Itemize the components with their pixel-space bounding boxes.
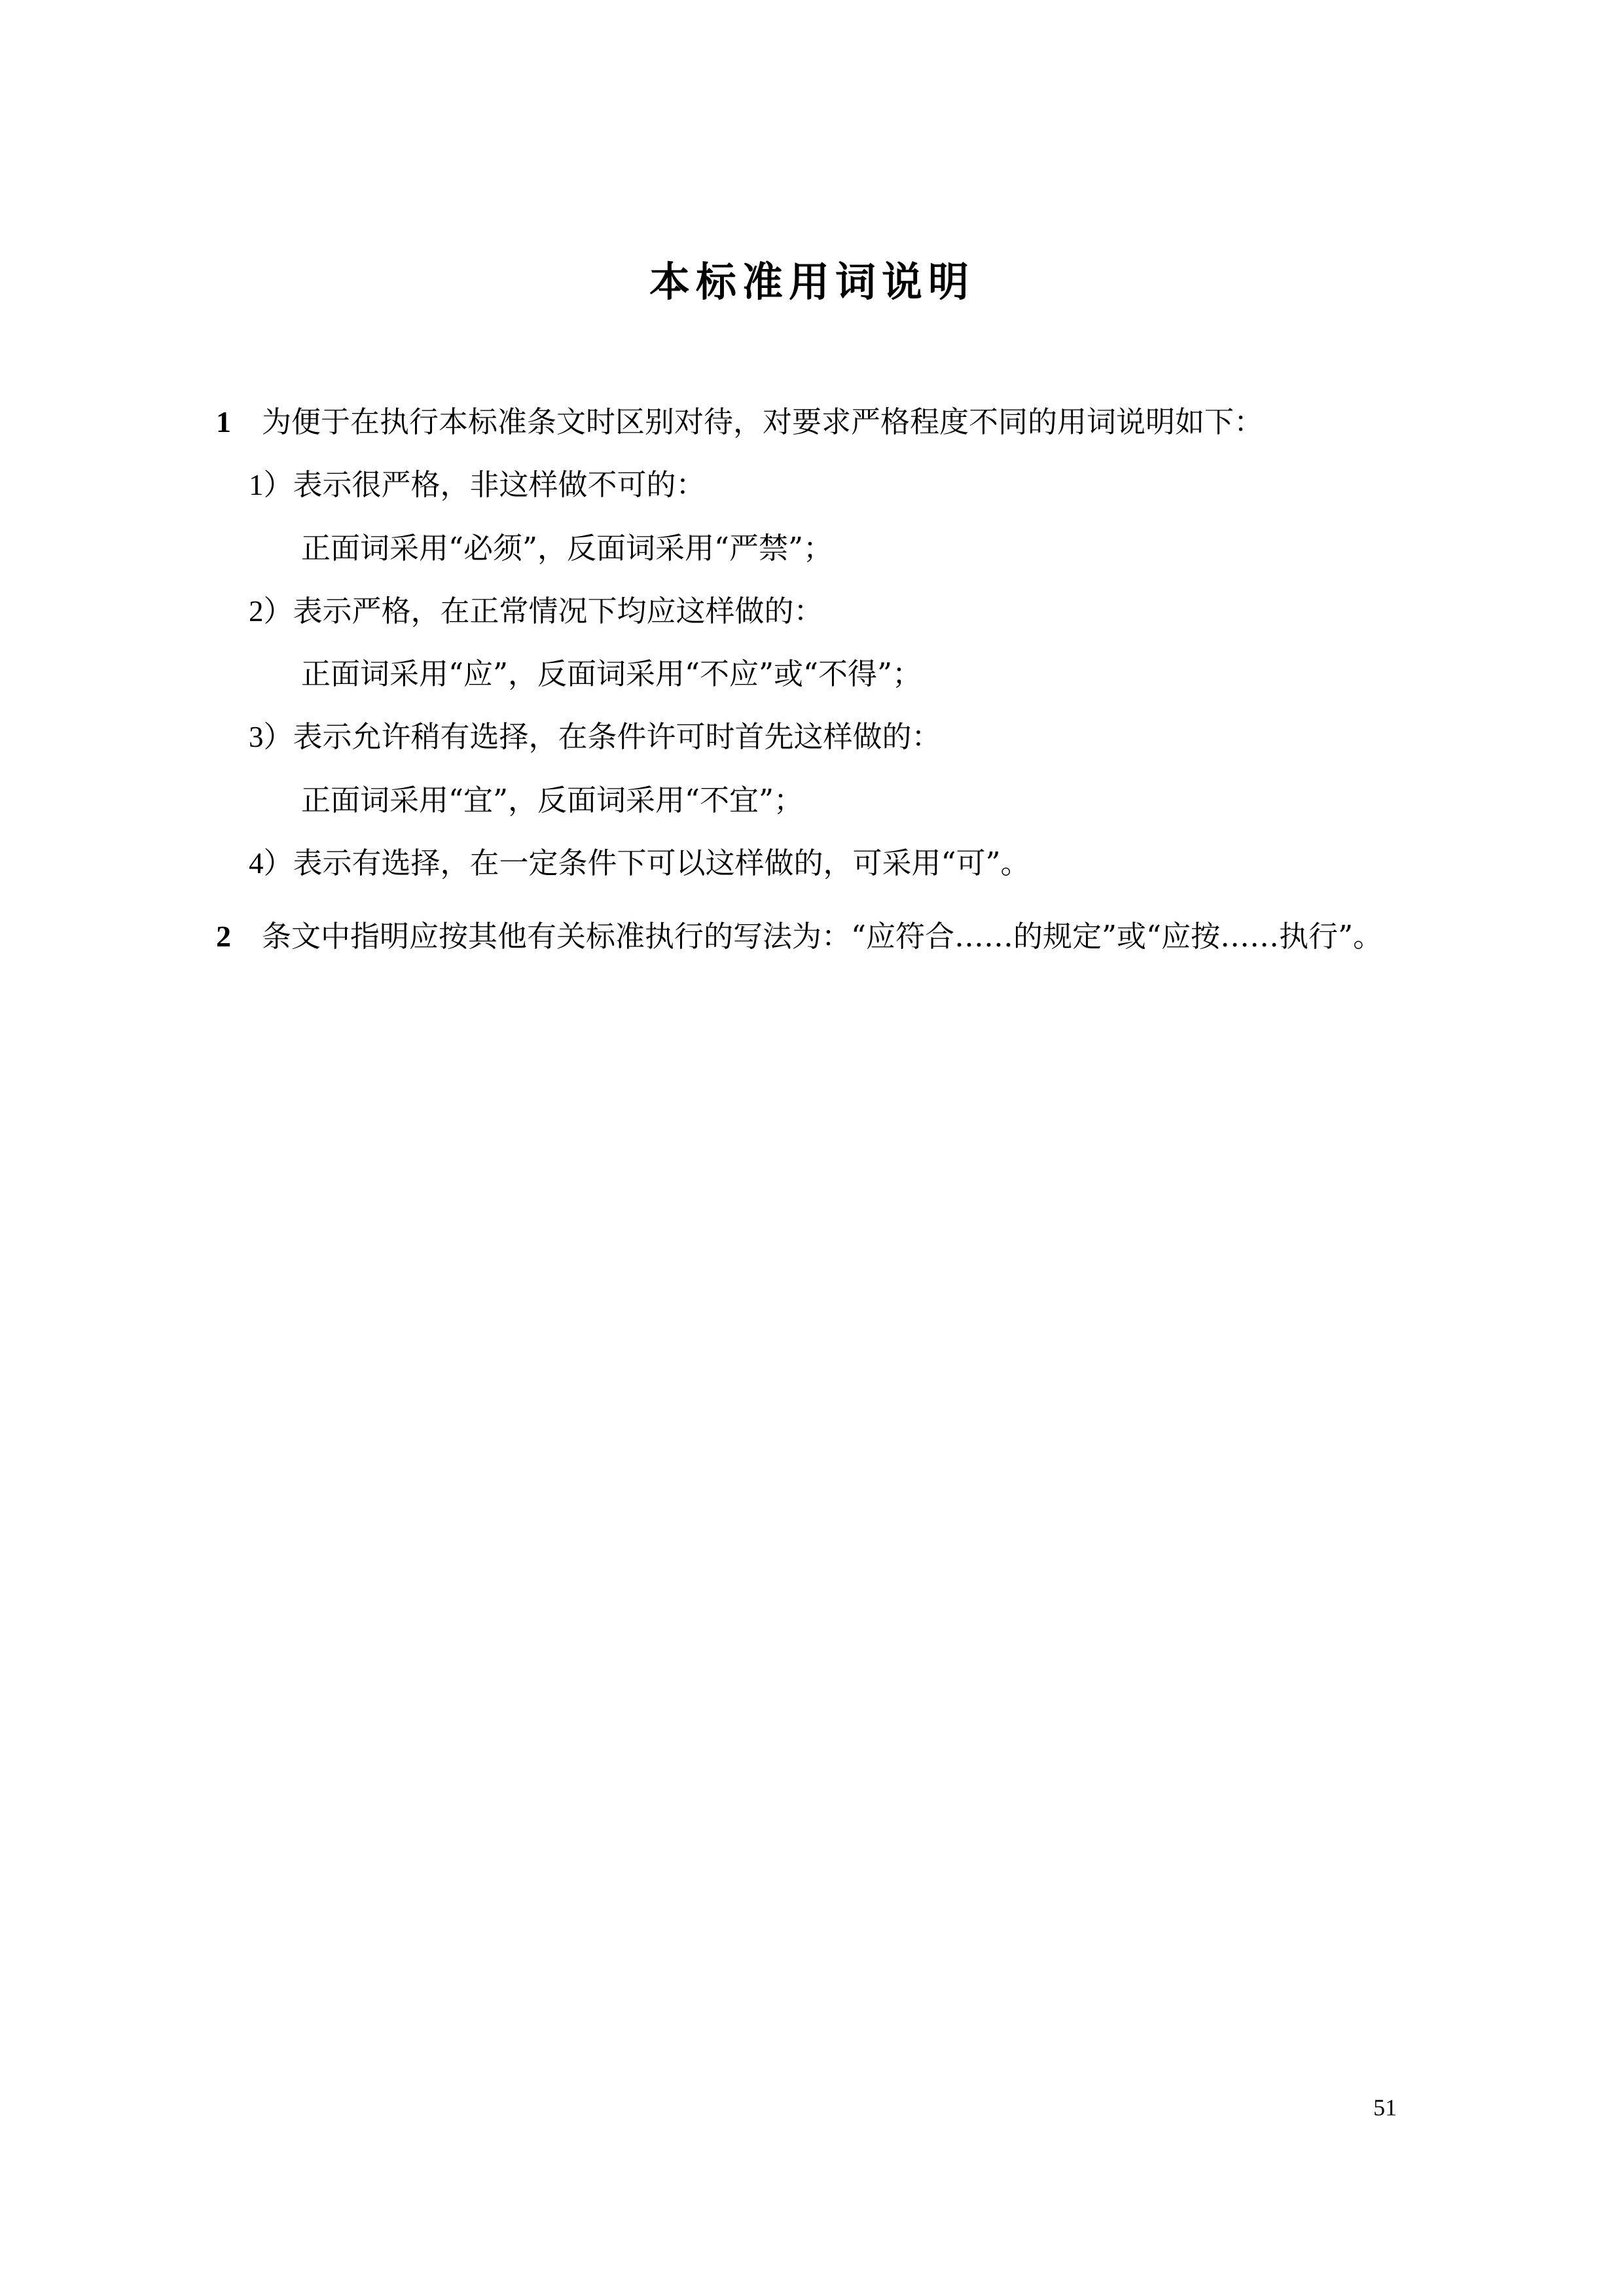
sub-item-number: 4） <box>249 847 293 880</box>
clause-number: 2 <box>216 920 231 953</box>
detail-text: 正面词采用“宜”，反面词采用“不宜”； <box>301 783 804 817</box>
sub-item-3-detail <box>301 778 803 823</box>
sub-item-3 <box>249 714 941 760</box>
clause-text: 条文中指明应按其他有关标准执行的写法为：“应符合……的规定”或“应按……执行”。 <box>262 919 1383 954</box>
detail-text: 正面词采用“必须”，反面词采用“严禁”； <box>301 531 833 565</box>
sub-item-text: 表示允许稍有选择，在条件许可时首先这样做的： <box>293 719 941 754</box>
sub-item-number: 3） <box>249 721 293 753</box>
sub-item-2 <box>249 588 823 634</box>
sub-item-text: 表示严格，在正常情况下均应这样做的： <box>293 594 823 628</box>
sub-item-1 <box>249 462 706 508</box>
detail-text: 正面词采用“应”，反面词采用“不应”或“不得”； <box>301 656 922 691</box>
sub-item-text: 表示有选择，在一定条件下可以这样做的，可采用“可”。 <box>293 846 1030 880</box>
clause-number: 1 <box>216 405 231 439</box>
page-title: 本标准用词说明 <box>649 258 975 306</box>
sub-item-number: 1） <box>249 469 293 501</box>
sub-item-text: 表示很严格，非这样做不可的： <box>293 467 706 502</box>
page-number: 51 <box>1373 2094 1397 2121</box>
sub-item-4 <box>249 840 1030 886</box>
sub-item-2-detail <box>301 651 922 697</box>
clause-1 <box>216 399 1263 445</box>
sub-item-1-detail <box>301 526 833 571</box>
sub-item-number: 2） <box>249 595 293 628</box>
clause-text: 为便于在执行本标准条文时区别对待，对要求严格程度不同的用词说明如下： <box>262 404 1264 439</box>
clause-2 <box>216 906 1414 967</box>
